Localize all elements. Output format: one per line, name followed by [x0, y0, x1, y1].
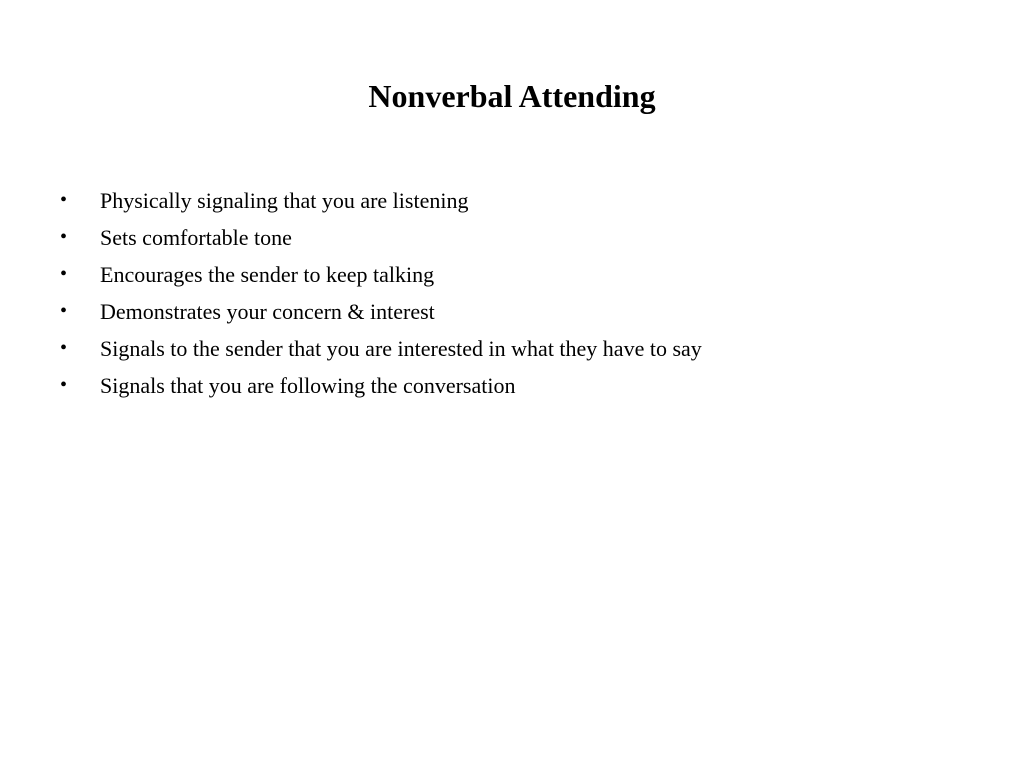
bullet-text: Encourages the sender to keep talking [100, 262, 435, 287]
bullet-icon: • [60, 189, 68, 211]
list-item [0, 367, 1000, 404]
bullet-icon: • [60, 374, 68, 396]
list-item [0, 256, 1000, 293]
list-item [0, 293, 1000, 330]
list-item [0, 330, 1000, 367]
bullet-text: Sets comfortable tone [100, 225, 292, 250]
bullet-text: Demonstrates your concern & interest [100, 299, 435, 324]
bullet-icon: • [60, 263, 68, 285]
bullet-list [0, 182, 1000, 404]
bullet-icon: • [60, 300, 68, 322]
list-item [0, 219, 1000, 256]
bullet-text: Signals that you are following the conversation [100, 373, 516, 398]
bullet-text: Signals to the sender that you are interested in what they have to say [100, 336, 702, 361]
slide-title: Nonverbal Attending [368, 78, 656, 114]
bullet-icon: • [60, 337, 68, 359]
bullet-icon: • [60, 226, 68, 248]
bullet-text: Physically signaling that you are listening [100, 188, 469, 213]
list-item [0, 182, 1000, 219]
